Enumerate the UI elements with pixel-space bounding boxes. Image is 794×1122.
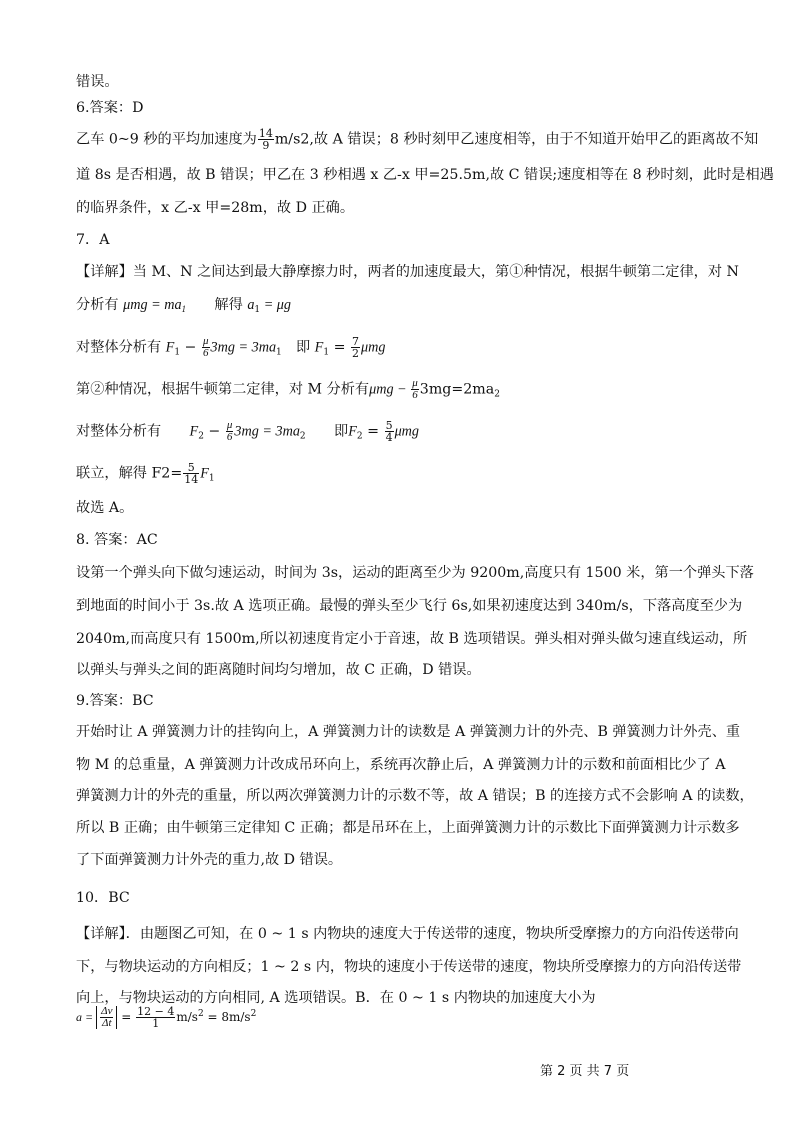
absolute-value — [96, 1006, 117, 1029]
fraction-denominator: 6 — [226, 431, 233, 443]
text-span: 9.答案：BC — [76, 693, 154, 709]
superscript: 2 — [250, 1009, 257, 1019]
subscript: 2 — [299, 431, 306, 442]
text-line — [76, 786, 754, 806]
page-number: 第 2 页 共 7 页 — [540, 1064, 630, 1079]
subscript: 1 — [208, 473, 215, 484]
equation: a — [247, 297, 255, 313]
text-line — [76, 563, 754, 583]
answer-heading — [76, 691, 726, 711]
text-span: 分析有 — [76, 297, 124, 313]
fraction-denominator: 2 — [352, 347, 359, 360]
fraction — [183, 462, 199, 485]
text-span: m/s2,故 A 错误；8 秒时刻甲乙速度相等，由于不知道开始甲乙的距离故不知 — [274, 131, 759, 148]
answer-heading — [76, 888, 726, 908]
equation: F — [314, 339, 324, 356]
equation: 3mg=2ma — [419, 381, 495, 398]
text-line — [76, 924, 739, 944]
text-span: 设第一个弹头向下做匀速运动，时间为 3s，运动的距离至少为 9200m,高度只有 1500 米，第一个弹头下落 — [76, 565, 754, 581]
equation: = 8m/s — [203, 1010, 251, 1024]
text-span: 以弹头与弹头之间的距离随时间均匀增加，故 C 正确，D 错误。 — [76, 662, 481, 678]
fraction-denominator: Δt — [102, 1017, 112, 1029]
equation: μmg — [361, 339, 386, 356]
text-span: 即 — [305, 423, 349, 440]
text-line — [76, 498, 726, 518]
fraction-denominator: 9 — [262, 139, 270, 152]
subscript: 2 — [494, 389, 500, 400]
subscript: 1 — [174, 347, 181, 358]
text-span: 联立，解得 F2= — [76, 465, 183, 482]
equation-line — [76, 336, 726, 363]
text-span: 到地面的时间小于 3s.故 A 选项正确。最慢的弹头至少飞行 6s,如果初速度达到 340m/s，下落高度至少为 — [76, 598, 743, 614]
subscript: 1 — [254, 305, 261, 315]
equation: F — [200, 465, 209, 482]
text-line — [76, 596, 743, 616]
subscript: 2 — [356, 431, 363, 442]
text-line — [76, 198, 726, 218]
fraction — [202, 336, 210, 359]
text-span: 弹簧测力计的外壳的重量，所以两次弹簧测力计的示数不等，故 A 错误；B 的连接方式不会影响 A 的读数， — [76, 788, 754, 804]
unit: m/s — [176, 1010, 198, 1024]
equation-line — [76, 1004, 726, 1029]
fraction-numerator: 7 — [352, 335, 359, 348]
text-span: 对整体分析有 — [76, 423, 190, 440]
text-span: 了下面弹簧测力计外壳的重力,故 D 错误。 — [76, 852, 343, 868]
text-span: 道 8s 是否相遇，故 B 错误；甲乙在 3 秒相遇 x 乙-x 甲=25.5m,故 C 错误;速度相等在 8 秒时刻，此时是相遇 — [76, 167, 774, 183]
fraction — [385, 420, 394, 443]
fraction-numerator: μ — [202, 335, 209, 347]
text-span: 第②种情况，根据牛顿第二定律，对 M 分析有 — [76, 381, 370, 398]
subscript: 1 — [181, 304, 187, 314]
fraction — [100, 1006, 113, 1029]
answer-heading — [76, 230, 726, 250]
text-span: 向上，与物块运动的方向相同, A 选项错误。B．在 0 ~ 1 s 内物块的加速度大小为 — [76, 990, 596, 1006]
text-span: 7．A — [76, 232, 110, 248]
text-line — [76, 850, 726, 870]
equation: a = — [76, 1010, 97, 1024]
text-line — [76, 722, 741, 742]
fraction — [226, 420, 234, 443]
answer-heading — [76, 98, 726, 118]
text-line — [76, 72, 726, 92]
fraction-numerator: 14 — [258, 127, 273, 140]
text-span: 【详解】．由题图乙可知，在 0 ~ 1 s 内物块的速度大于传送带的速度，物块所受摩擦力的方向沿传送带向 — [76, 926, 739, 942]
fraction — [258, 128, 274, 151]
text-span: 解得 — [186, 297, 248, 313]
text-span: 【详解】当 M、N 之间达到最大静摩擦力时，两者的加速度最大，第①种情况，根据牛顿第二定律，对 N — [76, 264, 739, 280]
operator: = — [329, 339, 350, 356]
text-span: 开始时让 A 弹簧测力计的挂钩向上，A 弹簧测力计的读数是 A 弹簧测力计的外壳、B 弹簧测力计外壳、重 — [76, 724, 741, 740]
fraction-numerator: 5 — [385, 419, 393, 432]
fraction-denominator: 14 — [184, 473, 199, 486]
operator: − — [203, 423, 225, 440]
text-span: 2040m,而高度只有 1500m,所以初速度肯定小于音速，故 B 选项错误。弹头相对弹头做匀速直线运动，所 — [76, 631, 748, 647]
subscript: 1 — [276, 347, 282, 358]
text-line — [76, 755, 726, 775]
text-span: 即 — [281, 339, 315, 356]
equation: μmg = ma — [123, 297, 182, 313]
equation: 3mg = 3ma — [234, 423, 300, 440]
fraction — [136, 1006, 175, 1029]
text-span: 物 M 的总重量，A 弹簧测力计改成吊环向上，系统再次静止后，A 弹簧测力计的示数和前面相比少了 A — [76, 757, 726, 773]
text-span: 故选 A。 — [76, 500, 134, 516]
equation-line — [76, 295, 726, 320]
superscript: 2 — [197, 1009, 204, 1019]
operator: − — [180, 339, 201, 356]
text-line — [76, 127, 759, 152]
text-span: 乙车 0~9 秒的平均加速度为 — [76, 131, 257, 148]
fraction-denominator: 6 — [412, 389, 418, 401]
fraction-numerator: Δv — [101, 1005, 113, 1017]
text-line — [76, 957, 742, 977]
text-span: 6.答案：D — [76, 100, 144, 116]
text-span: 下，与物块运动的方向相反；1 ~ 2 s 内，物块的速度小于传送带的速度，物块所受摩擦力的方向沿传送带 — [76, 959, 742, 975]
equation: F — [165, 339, 175, 356]
fraction — [411, 378, 419, 401]
equation: μmg — [394, 423, 420, 440]
equation: F — [189, 423, 199, 440]
equation: = μg — [260, 297, 292, 313]
text-line — [76, 262, 739, 282]
equation: μmg − — [369, 381, 411, 398]
equation-line — [76, 420, 726, 447]
fraction-numerator: μ — [412, 377, 418, 389]
text-line — [76, 629, 748, 649]
text-span: 10．BC — [76, 890, 130, 906]
text-line — [76, 165, 774, 185]
fraction-denominator: 1 — [152, 1017, 160, 1030]
text-span: 错误。 — [76, 74, 119, 90]
equation-line — [76, 462, 726, 489]
fraction-numerator: 12 − 4 — [137, 1005, 175, 1018]
equation: 3mg = 3ma — [210, 339, 277, 356]
equation-line — [76, 378, 726, 405]
fraction-denominator: 4 — [385, 431, 393, 444]
text-span: 对整体分析有 — [76, 339, 166, 356]
subscript: 2 — [198, 431, 204, 442]
operator: = — [117, 1010, 136, 1024]
text-line — [76, 818, 740, 838]
text-span: 8. 答案：AC — [76, 532, 158, 548]
answer-heading — [76, 530, 726, 550]
fraction — [351, 336, 360, 359]
equation: F — [348, 423, 357, 440]
fraction-numerator: μ — [226, 419, 233, 431]
operator: = — [362, 423, 384, 440]
fraction-numerator: 5 — [183, 462, 199, 474]
fraction-denominator: 6 — [202, 347, 209, 359]
subscript: 1 — [323, 347, 330, 358]
text-span: 的临界条件，x 乙-x 甲=28m，故 D 正确。 — [76, 200, 355, 216]
text-span: 所以 B 正确；由牛顿第三定律知 C 正确；都是吊环在上，上面弹簧测力计的示数比下面弹簧测力计示数多 — [76, 820, 740, 836]
text-line — [76, 660, 726, 680]
